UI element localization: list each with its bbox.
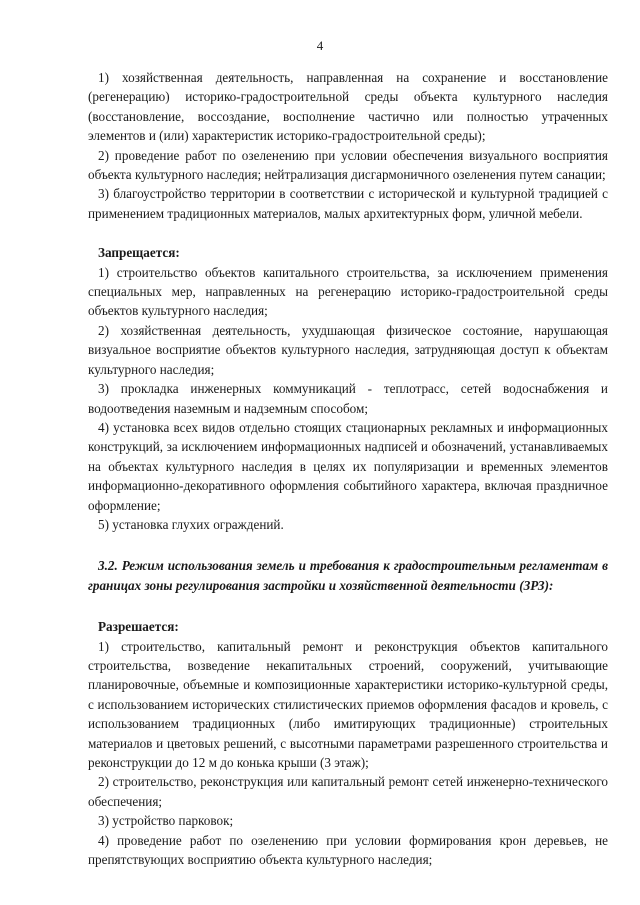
paragraph: 3) устройство парковок; — [98, 813, 234, 829]
prohibited-heading: Запрещается: — [98, 245, 180, 261]
document-body — [88, 68, 608, 869]
paragraph: 4) проведение работ по озеленению при условии формирования крон деревьев, не препятствующих восприятию объекта культурного наследия; — [88, 832, 608, 868]
paragraph: 5) установка глухих ограждений. — [98, 516, 284, 532]
paragraph: 2) хозяйственная деятельность, ухудшающая физическое состояние, нарушающая визуальное восприятие объектов культурного наследия, затрудняющая доступ к объектам культурного наследия; — [88, 322, 608, 377]
section-title: 3.2. Режим использования земель и требования к градостроительным регламентам в границах зоны регулирования застройки и хозяйственной деятельности (ЗРЗ): — [88, 558, 608, 593]
permitted-heading: Разрешается: — [98, 619, 179, 635]
paragraph: 2) проведение работ по озеленению при условии обеспечения визуального восприятия объекта культурного наследия; нейтрализация дисгармоничного озеленения путем санации; — [88, 147, 608, 183]
paragraph: 1) строительство, капитальный ремонт и реконструкция объектов капитального строительства, возведение некапитальных строений, сооружений, учитывающие планировочные, объемные и композиционные характеристики историко-культурной среды, с использованием исторических стилистических приемов оформления фасадов и кровель, с использованием традиционных (либо имитирующих традиционные) строительных материалов и цветовых решений, с высотными параметрами разрешенного строительства и реконструкции до 12 м до конька крыши (3 этаж); — [88, 638, 608, 770]
paragraph: 4) установка всех видов отдельно стоящих стационарных рекламных и информационных конструкций, за исключением информационных надписей и обозначений, устанавливаемых на объектах культурного наследия в целях их популяризации и временных элементов информационно-декоративного оформления событийного характера, включая праздничное оформление; — [88, 419, 608, 513]
paragraph: 1) хозяйственная деятельность, направленная на сохранение и восстановление (регенерацию) историко-градостроительной среды объекта культурного наследия (восстановление, воссоздание, восполнение частично или полностью утраченных элементов и (или) характеристик историко-градостроительной среды); — [88, 70, 608, 144]
paragraph: 1) строительство объектов капитального строительства, за исключением применения специальных мер, направленных на регенерацию историко-градостроительной среды объектов культурного наследия; — [88, 264, 608, 319]
page-number: 4 — [316, 38, 324, 53]
paragraph: 3) прокладка инженерных коммуникаций - теплотрасс, сетей водоснабжения и водоотведения наземным и надземным способом; — [88, 381, 608, 416]
paragraph: 3) благоустройство территории в соответствии с исторической и культурной традицией с применением традиционных материалов, малых архитектурных форм, уличной мебели. — [88, 186, 608, 221]
paragraph: 2) строительство, реконструкция или капитальный ремонт сетей инженерно-технического обеспечения; — [88, 774, 608, 809]
